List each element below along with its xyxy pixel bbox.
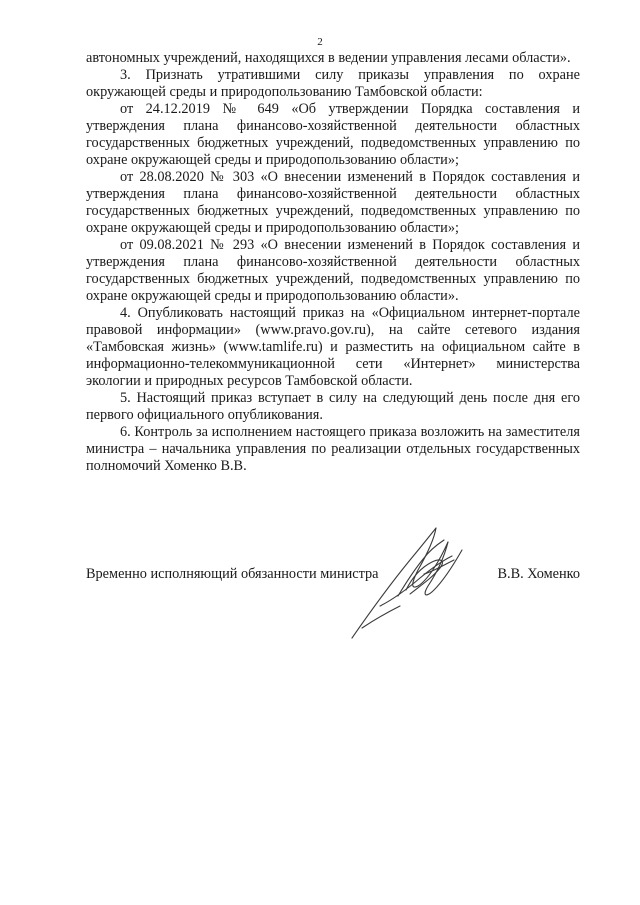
handwritten-signature-icon bbox=[340, 520, 470, 645]
paragraph-order-2020: от 28.08.2020 № 303 «О внесении изменений в Порядок составления и утверждения плана финансово-хозяйственной деятельности областных государственных бюджетных учреждений, подведомственных управлению по охране окружающей среды и природопользованию области»; bbox=[86, 169, 580, 236]
paragraph-order-2021: от 09.08.2021 № 293 «О внесении изменений в Порядок составления и утверждения плана финансово-хозяйственной деятельности областных государственных бюджетных учреждений, подведомственных управлению по охране окружающей среды и природопользованию области». bbox=[86, 237, 580, 304]
page-number: 2 bbox=[317, 36, 323, 48]
signature-block bbox=[86, 566, 580, 586]
signatory-position: Временно исполняющий обязанности министра bbox=[86, 566, 379, 582]
paragraph-order-2019: от 24.12.2019 № 649 «Об утверждении Порядка составления и утверждения плана финансово-хозяйственной деятельности областных государственных бюджетных учреждений, подведомственных управлению по охране окружающей среды и природопользованию области»; bbox=[86, 101, 580, 168]
paragraph-continuation: автономных учреждений, находящихся в ведении управления лесами области». bbox=[86, 50, 571, 66]
paragraph-item-5: 5. Настоящий приказ вступает в силу на следующий день после дня его первого официального опубликования. bbox=[86, 390, 580, 423]
paragraph-item-6: 6. Контроль за исполнением настоящего приказа возложить на заместителя министра – начальника управления по реализации отдельных государственных полномочий Хоменко В.В. bbox=[86, 424, 580, 474]
document-body bbox=[86, 50, 580, 475]
paragraph-item-3: 3. Признать утратившими силу приказы управления по охране окружающей среды и природопользованию Тамбовской области: bbox=[86, 67, 580, 100]
paragraph-item-4: 4. Опубликовать настоящий приказ на «Официальном интернет-портале правовой информации» (www.pravo.gov.ru), на сайте сетевого издания «Тамбовская жизнь» (www.tamlife.ru) и разместить на официальном сайте в информационно-телекоммуникационной сети «Интернет» министерства экологии и природных ресурсов Тамбовской области. bbox=[86, 305, 580, 389]
signatory-name: В.В. Хоменко bbox=[497, 566, 580, 582]
